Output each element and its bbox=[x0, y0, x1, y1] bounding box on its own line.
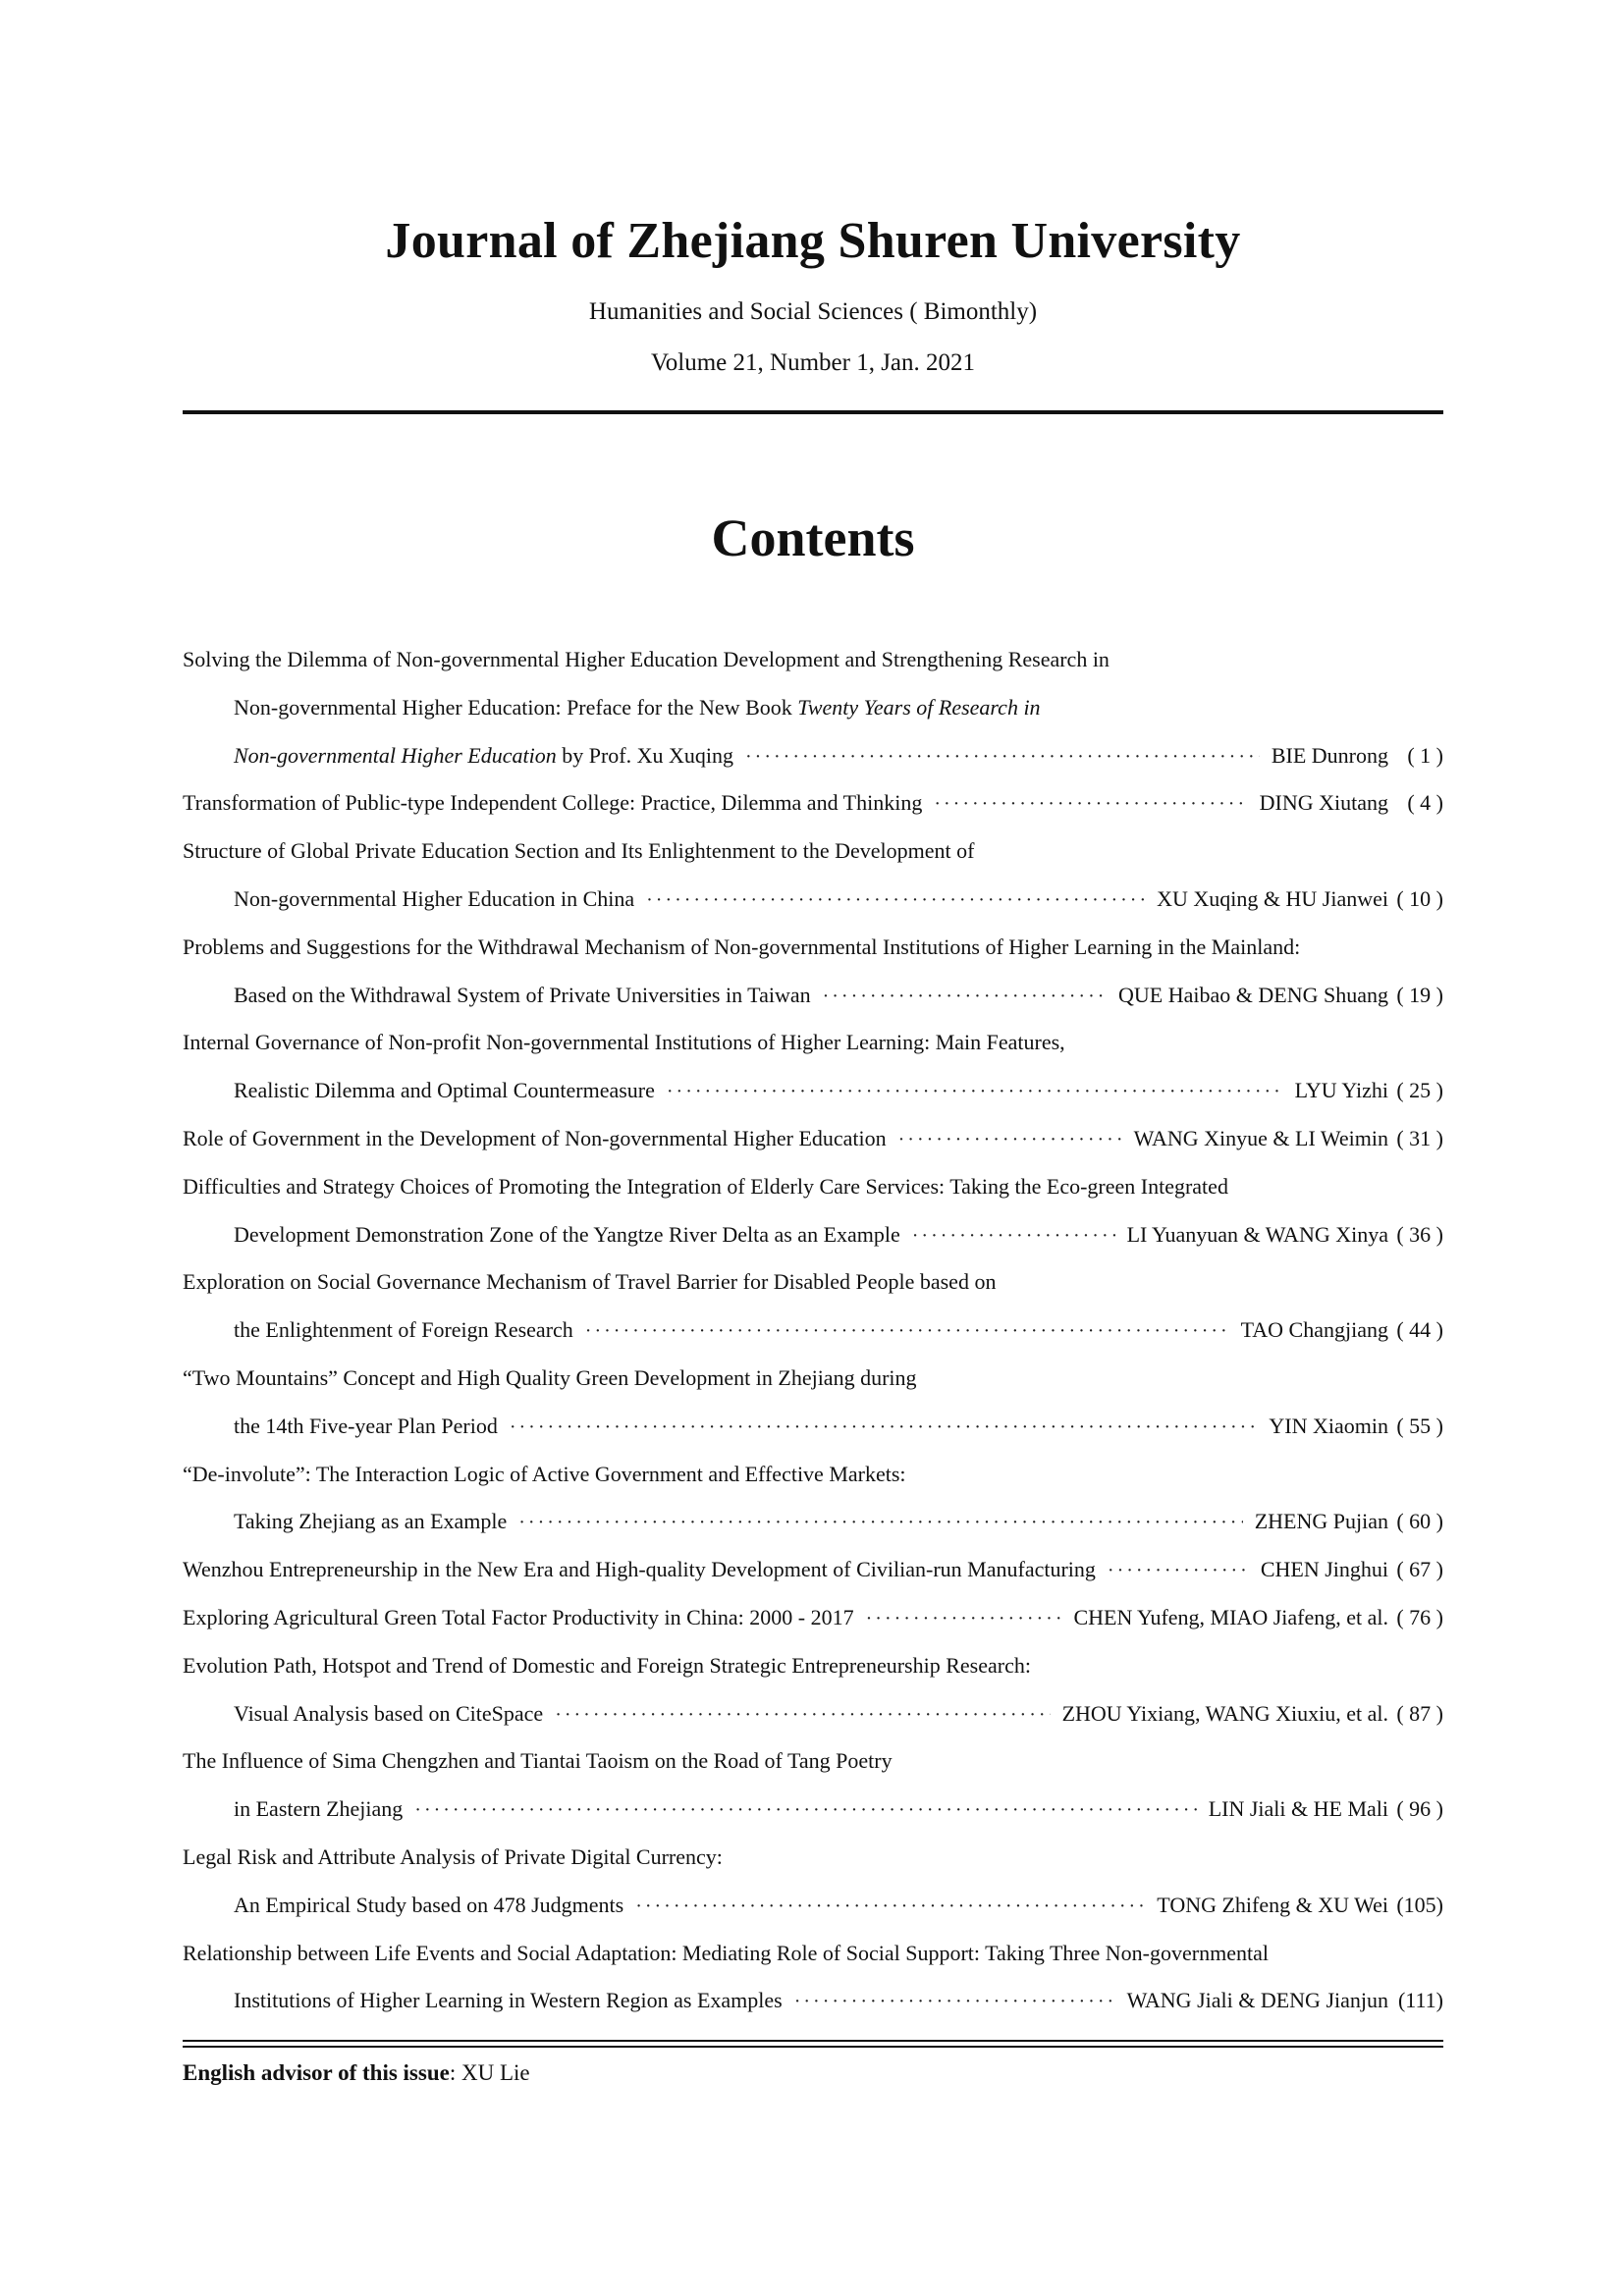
dot-leader bbox=[518, 1499, 1242, 1547]
toc-entry-line bbox=[183, 1019, 1443, 1067]
toc-entry-title: Problems and Suggestions for the Withdrawal Mechanism of Non-governmental Institutions of Higher Learning in the Mainland: bbox=[183, 934, 1301, 959]
toc-entry-line bbox=[183, 828, 1443, 876]
toc-entry-line bbox=[183, 1355, 1443, 1403]
toc-entry-title: Institutions of Higher Learning in Western Region as Examples bbox=[234, 1988, 783, 2013]
toc-entry-title: Wenzhou Entrepreneurship in the New Era and High-quality Development of Civilian-run Manufacturing bbox=[183, 1557, 1096, 1582]
toc-entry-line bbox=[183, 1307, 1443, 1355]
toc-entry-author: CHEN Jinghui bbox=[1260, 1557, 1388, 1582]
toc-entry-title: Exploration on Social Governance Mechanism of Travel Barrier for Disabled People based on bbox=[183, 1269, 997, 1295]
toc-entry-author: CHEN Yufeng, MIAO Jiafeng, et al. bbox=[1073, 1604, 1388, 1629]
toc-entry-line bbox=[183, 1498, 1443, 1546]
dot-leader bbox=[745, 733, 1260, 781]
toc-entry-title: Visual Analysis based on CiteSpace bbox=[234, 1700, 544, 1726]
advisor-name: : XU Lie bbox=[449, 2060, 530, 2085]
toc-entry-title: Evolution Path, Hotspot and Trend of Domestic and Foreign Strategic Entrepreneurship Research: bbox=[183, 1652, 1031, 1678]
toc-entry-title: the 14th Five-year Plan Period bbox=[234, 1413, 498, 1438]
toc-entry-title: Taking Zhejiang as an Example bbox=[234, 1509, 508, 1534]
footer-rule bbox=[183, 2046, 1443, 2048]
toc-entry-line bbox=[183, 636, 1443, 684]
toc-entry-title: The Influence of Sima Chengzhen and Tiantai Taoism on the Road of Tang Poetry bbox=[183, 1748, 893, 1774]
toc-entry-page: ( 44 ) bbox=[1396, 1317, 1443, 1343]
dot-leader bbox=[585, 1308, 1229, 1356]
toc-entry-page: (105) bbox=[1396, 1892, 1443, 1917]
toc-entry-line bbox=[183, 1403, 1443, 1451]
toc-entry-author: WANG Xinyue & LI Weimin bbox=[1133, 1125, 1388, 1150]
dot-leader bbox=[934, 780, 1247, 828]
toc-entry-line bbox=[183, 1067, 1443, 1115]
toc-entry-page: (111) bbox=[1397, 1988, 1443, 2013]
toc-entry-page: ( 4 ) bbox=[1407, 790, 1443, 816]
toc-entry-line bbox=[183, 1882, 1443, 1930]
toc-entry-line bbox=[183, 1786, 1443, 1834]
toc-entry-line bbox=[183, 1546, 1443, 1594]
toc-entry-author: TONG Zhifeng & XU Wei bbox=[1157, 1892, 1388, 1917]
toc-entry-author: LYU Yizhi bbox=[1294, 1078, 1388, 1103]
toc-entry-line bbox=[183, 1211, 1443, 1259]
toc-entry-title: Development Demonstration Zone of the Yangtze River Delta as an Example bbox=[234, 1221, 900, 1247]
contents-heading: Contents bbox=[711, 508, 915, 567]
toc-entry-line bbox=[183, 1115, 1443, 1163]
toc-entry-author: WANG Jiali & DENG Jianjun bbox=[1126, 1988, 1388, 2013]
toc-entry-line bbox=[183, 1834, 1443, 1882]
toc-entry-page: ( 67 ) bbox=[1396, 1557, 1443, 1582]
toc-entry-title: Transformation of Public-type Independent College: Practice, Dilemma and Thinking bbox=[183, 790, 923, 816]
toc-entry-page: ( 76 ) bbox=[1396, 1604, 1443, 1629]
toc-entry-author: XU Xuqing & HU Jianwei bbox=[1157, 885, 1388, 911]
toc-entry-title bbox=[234, 732, 733, 780]
toc-entry-title: Non-governmental Higher Education in China bbox=[234, 885, 635, 911]
header-rule bbox=[183, 410, 1443, 414]
footer-rule bbox=[183, 2040, 1443, 2042]
toc-entry-title bbox=[234, 684, 1041, 732]
toc-entry-author: BIE Dunrong bbox=[1271, 742, 1388, 768]
toc-entry-line bbox=[183, 924, 1443, 972]
dot-leader bbox=[510, 1404, 1258, 1452]
toc-entry-page: ( 1 ) bbox=[1407, 742, 1443, 768]
toc-entry-line bbox=[183, 1737, 1443, 1786]
dot-leader bbox=[667, 1068, 1283, 1116]
toc-entry-page: ( 31 ) bbox=[1396, 1125, 1443, 1150]
toc-entry-author: LIN Jiali & HE Mali bbox=[1208, 1796, 1388, 1822]
toc-entry-line bbox=[183, 1930, 1443, 1978]
toc-entry-line bbox=[183, 1977, 1443, 2025]
toc-entry-author: TAO Changjiang bbox=[1240, 1317, 1388, 1343]
toc-entry-page: ( 87 ) bbox=[1396, 1700, 1443, 1726]
dot-leader bbox=[866, 1595, 1062, 1643]
toc-entry-line bbox=[183, 1163, 1443, 1211]
toc-entry-line bbox=[183, 779, 1443, 828]
toc-entry-line bbox=[183, 876, 1443, 924]
dot-leader bbox=[555, 1691, 1050, 1739]
toc-entry-title-part: by Prof. Xu Xuqing bbox=[556, 742, 734, 768]
toc-entry-title: Internal Governance of Non-profit Non-governmental Institutions of Higher Learning: Main Features, bbox=[183, 1030, 1065, 1055]
table-of-contents bbox=[183, 636, 1443, 2025]
toc-entry-page: ( 19 ) bbox=[1396, 982, 1443, 1007]
toc-entry-line bbox=[183, 732, 1443, 780]
toc-entry-author: LI Yuanyuan & WANG Xinya bbox=[1126, 1221, 1388, 1247]
journal-issue: Volume 21, Number 1, Jan. 2021 bbox=[650, 349, 976, 376]
toc-entry-title: the Enlightenment of Foreign Research bbox=[234, 1317, 573, 1343]
toc-entry-title: Difficulties and Strategy Choices of Promoting the Integration of Elderly Care Services: Taking the Eco-green Integrated bbox=[183, 1173, 1228, 1199]
toc-entry-title: Structure of Global Private Education Section and Its Enlightenment to the Development of bbox=[183, 838, 975, 864]
dot-leader bbox=[898, 1116, 1122, 1164]
dot-leader bbox=[823, 973, 1107, 1021]
toc-entry-title: “De-involute”: The Interaction Logic of Active Government and Effective Markets: bbox=[183, 1461, 906, 1486]
toc-entry-line bbox=[183, 1594, 1443, 1642]
toc-entry-author: QUE Haibao & DENG Shuang bbox=[1118, 982, 1388, 1007]
toc-entry-title: Exploring Agricultural Green Total Factor Productivity in China: 2000 - 2017 bbox=[183, 1604, 854, 1629]
toc-entry-title-part: Non-governmental Higher Education: Preface for the New Book bbox=[234, 694, 798, 720]
toc-entry-author: ZHENG Pujian bbox=[1254, 1509, 1388, 1534]
toc-entry-title: in Eastern Zhejiang bbox=[234, 1796, 404, 1822]
journal-title: Journal of Zhejiang Shuren University bbox=[385, 213, 1241, 269]
toc-entry-title: An Empirical Study based on 478 Judgments bbox=[234, 1892, 624, 1917]
toc-entry-page: ( 96 ) bbox=[1396, 1796, 1443, 1822]
toc-entry-title: “Two Mountains” Concept and High Quality Green Development in Zhejiang during bbox=[183, 1364, 917, 1390]
toc-entry-author: ZHOU Yixiang, WANG Xiuxiu, et al. bbox=[1061, 1700, 1388, 1726]
english-advisor-note bbox=[183, 2056, 530, 2091]
toc-entry-page: ( 36 ) bbox=[1396, 1221, 1443, 1247]
toc-entry-title: Realistic Dilemma and Optimal Countermeasure bbox=[234, 1078, 655, 1103]
dot-leader bbox=[912, 1212, 1115, 1260]
toc-entry-title: Legal Risk and Attribute Analysis of Private Digital Currency: bbox=[183, 1843, 723, 1869]
journal-subtitle: Humanities and Social Sciences ( Bimonthly) bbox=[588, 298, 1038, 325]
dot-leader bbox=[414, 1787, 1196, 1835]
book-title: Non-governmental Higher Education bbox=[234, 742, 557, 768]
book-title: Twenty Years of Research in bbox=[797, 694, 1041, 720]
toc-entry-title: Solving the Dilemma of Non-governmental Higher Education Development and Strengthening Research in bbox=[183, 647, 1110, 671]
toc-entry-line bbox=[183, 684, 1443, 732]
toc-entry-line bbox=[183, 1690, 1443, 1738]
toc-entry-page: ( 55 ) bbox=[1396, 1413, 1443, 1438]
advisor-label: English advisor of this issue bbox=[183, 2060, 450, 2085]
toc-entry-line bbox=[183, 972, 1443, 1020]
toc-entry-line bbox=[183, 1642, 1443, 1690]
toc-entry-page: ( 60 ) bbox=[1396, 1509, 1443, 1534]
dot-leader bbox=[794, 1978, 1115, 2026]
toc-entry-title: Based on the Withdrawal System of Private Universities in Taiwan bbox=[234, 982, 811, 1007]
toc-entry-line bbox=[183, 1258, 1443, 1307]
toc-entry-page: ( 25 ) bbox=[1396, 1078, 1443, 1103]
toc-entry-line bbox=[183, 1451, 1443, 1499]
masthead bbox=[183, 204, 1443, 381]
dot-leader bbox=[635, 1883, 1145, 1931]
toc-entry-author: DING Xiutang bbox=[1259, 790, 1388, 816]
toc-entry-author: YIN Xiaomin bbox=[1269, 1413, 1388, 1438]
toc-entry-title: Role of Government in the Development of Non-governmental Higher Education bbox=[183, 1125, 887, 1150]
dot-leader bbox=[1108, 1547, 1249, 1595]
toc-entry-title: Relationship between Life Events and Social Adaptation: Mediating Role of Social Support: Taking Three Non-governmental bbox=[183, 1940, 1269, 1965]
toc-entry-page: ( 10 ) bbox=[1396, 885, 1443, 911]
dot-leader bbox=[646, 877, 1145, 925]
